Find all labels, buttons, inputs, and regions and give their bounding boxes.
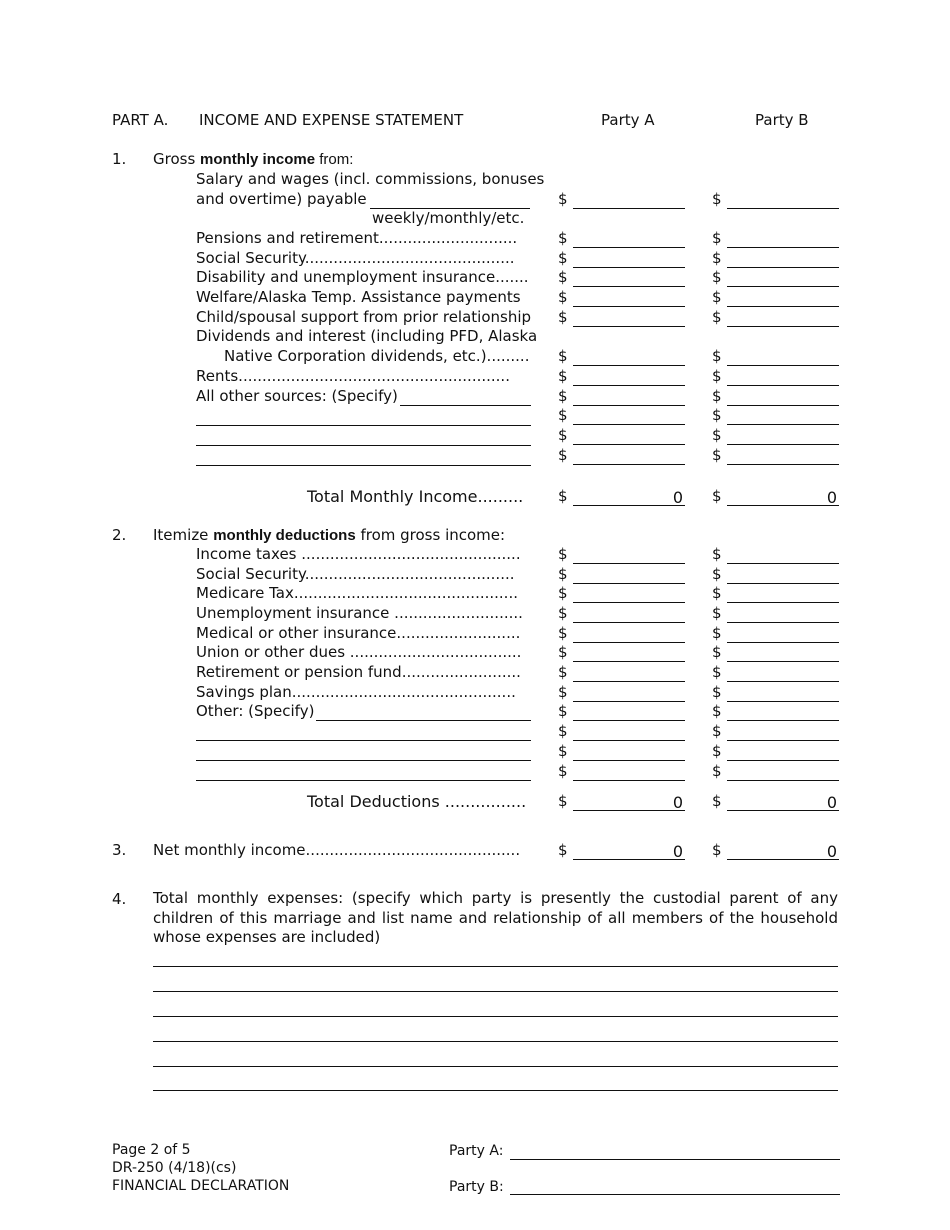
amount-field-party-b[interactable] xyxy=(727,267,839,268)
dollar-sign: $ xyxy=(558,387,568,405)
dollar-sign: $ xyxy=(558,426,568,444)
amount-field-party-b[interactable] xyxy=(727,385,839,386)
dollar-sign: $ xyxy=(558,643,568,661)
dollar-sign: $ xyxy=(712,268,722,286)
section-heading: Gross monthly income from: xyxy=(153,150,354,168)
dollar-sign: $ xyxy=(712,249,722,267)
amount-field-party-a[interactable] xyxy=(573,326,685,327)
amount-field-party-b[interactable] xyxy=(727,464,839,465)
expenses-field[interactable] xyxy=(153,1016,838,1017)
dollar-sign: $ xyxy=(558,762,568,780)
column-header-party-b: Party B xyxy=(755,111,809,129)
amount-field-party-b[interactable] xyxy=(727,365,839,366)
income-item-label: Child/spousal support from prior relationship xyxy=(196,308,532,326)
party-a-initials-label: Party A: xyxy=(449,1143,504,1159)
dollar-sign: $ xyxy=(558,722,568,740)
total-deductions-label: Total Deductions ................ xyxy=(307,792,527,811)
total-value-party-b: 0 xyxy=(826,842,837,861)
dollar-sign: $ xyxy=(558,584,568,602)
dollar-sign: $ xyxy=(712,792,722,810)
dollar-sign: $ xyxy=(712,308,722,326)
deduction-item-label: Other: (Specify) xyxy=(196,702,315,720)
dollar-sign: $ xyxy=(712,683,722,701)
dollar-sign: $ xyxy=(712,387,722,405)
total-value-party-a: 0 xyxy=(672,842,683,861)
amount-field-party-a[interactable] xyxy=(573,740,685,741)
dollar-sign: $ xyxy=(558,406,568,424)
total-value-party-a: 0 xyxy=(672,488,683,507)
other-deduction-field[interactable] xyxy=(196,740,531,741)
amount-field-party-b[interactable] xyxy=(727,208,839,209)
amount-field-party-b[interactable] xyxy=(727,583,839,584)
expenses-field[interactable] xyxy=(153,1090,838,1091)
deduction-item-label: Unemployment insurance ........................... xyxy=(196,604,523,622)
amount-field-party-b[interactable] xyxy=(727,424,839,425)
amount-field-party-b[interactable] xyxy=(727,740,839,741)
amount-field-party-b[interactable] xyxy=(727,326,839,327)
section-number: 4. xyxy=(112,890,127,908)
income-item-label: All other sources: (Specify) xyxy=(196,387,398,405)
expenses-field[interactable] xyxy=(153,966,838,967)
amount-field-party-a[interactable] xyxy=(573,208,685,209)
dollar-sign: $ xyxy=(712,643,722,661)
amount-field-party-b[interactable] xyxy=(727,286,839,287)
party-a-initials-field[interactable] xyxy=(510,1159,840,1160)
amount-field-party-b[interactable] xyxy=(727,306,839,307)
dollar-sign: $ xyxy=(712,545,722,563)
other-deduction-field[interactable] xyxy=(196,780,531,781)
amount-field-party-a[interactable] xyxy=(573,306,685,307)
amount-field-party-a[interactable] xyxy=(573,760,685,761)
dollar-sign: $ xyxy=(558,604,568,622)
section-number: 1. xyxy=(112,150,127,168)
amount-field-party-a[interactable] xyxy=(573,583,685,584)
amount-field-party-a[interactable] xyxy=(573,681,685,682)
deduction-item-label: Income taxes .............................................. xyxy=(196,545,521,563)
income-item-label: Native Corporation dividends, etc.)......... xyxy=(224,347,530,365)
dollar-sign: $ xyxy=(558,841,568,859)
amount-field-party-a[interactable] xyxy=(573,464,685,465)
income-item-label: Salary and wages (incl. commissions, bonuses xyxy=(196,170,545,188)
amount-field-party-a[interactable] xyxy=(573,247,685,248)
dollar-sign: $ xyxy=(712,487,722,505)
dollar-sign: $ xyxy=(712,702,722,720)
income-item-label: Disability and unemployment insurance....... xyxy=(196,268,529,286)
dollar-sign: $ xyxy=(558,229,568,247)
amount-field-party-b[interactable] xyxy=(727,780,839,781)
income-item-label: Pensions and retirement............................. xyxy=(196,229,518,247)
total-monthly-income-label: Total Monthly Income......... xyxy=(307,487,524,506)
party-b-initials-label: Party B: xyxy=(449,1179,504,1195)
dollar-sign: $ xyxy=(712,288,722,306)
dollar-sign: $ xyxy=(712,762,722,780)
other-source-field[interactable] xyxy=(196,445,531,446)
dollar-sign: $ xyxy=(558,268,568,286)
deduction-item-label: Medical or other insurance.......................... xyxy=(196,624,521,642)
dollar-sign: $ xyxy=(558,347,568,365)
expenses-field[interactable] xyxy=(153,991,838,992)
dollar-sign: $ xyxy=(712,584,722,602)
amount-field-party-b[interactable] xyxy=(727,405,839,406)
expenses-instructions: Total monthly expenses: (specify which party is presently the custodial parent of any children of this marriage and list name and relationship of all members of the household whose expenses are included) xyxy=(153,889,838,946)
form-name: FINANCIAL DECLARATION xyxy=(112,1178,290,1194)
amount-field-party-b[interactable] xyxy=(727,661,839,662)
dollar-sign: $ xyxy=(712,347,722,365)
total-value-party-b: 0 xyxy=(826,488,837,507)
column-header-party-a: Party A xyxy=(601,111,655,129)
dollar-sign: $ xyxy=(558,663,568,681)
page-title: INCOME AND EXPENSE STATEMENT xyxy=(199,111,464,129)
dollar-sign: $ xyxy=(558,288,568,306)
dollar-sign: $ xyxy=(712,663,722,681)
deduction-item-label: Savings plan............................................... xyxy=(196,683,516,701)
dollar-sign: $ xyxy=(558,545,568,563)
deduction-item-label: Union or other dues .................................... xyxy=(196,643,522,661)
dollar-sign: $ xyxy=(558,792,568,810)
amount-field-party-b[interactable] xyxy=(727,681,839,682)
amount-field-party-a[interactable] xyxy=(573,405,685,406)
amount-field-party-a[interactable] xyxy=(573,602,685,603)
dollar-sign: $ xyxy=(712,742,722,760)
income-item-label: and overtime) payable xyxy=(196,190,367,208)
dollar-sign: $ xyxy=(712,426,722,444)
dollar-sign: $ xyxy=(712,406,722,424)
income-item-label: Rents......................................................... xyxy=(196,367,510,385)
income-item-label: Dividends and interest (including PFD, Alaska xyxy=(196,327,538,345)
other-source-field[interactable] xyxy=(400,405,531,406)
page-number: Page 2 of 5 xyxy=(112,1142,191,1158)
dollar-sign: $ xyxy=(558,446,568,464)
dollar-sign: $ xyxy=(558,565,568,583)
amount-field-party-a[interactable] xyxy=(573,444,685,445)
dollar-sign: $ xyxy=(712,446,722,464)
other-deduction-field[interactable] xyxy=(196,760,531,761)
dollar-sign: $ xyxy=(558,742,568,760)
amount-field-party-b[interactable] xyxy=(727,701,839,702)
dollar-sign: $ xyxy=(712,722,722,740)
part-label: PART A. xyxy=(112,111,169,129)
deduction-item-label: Retirement or pension fund......................... xyxy=(196,663,521,681)
expenses-field[interactable] xyxy=(153,1066,838,1067)
section-number: 3. xyxy=(112,841,127,859)
other-deduction-field[interactable] xyxy=(316,720,531,721)
amount-field-party-a[interactable] xyxy=(573,563,685,564)
expenses-field[interactable] xyxy=(153,1041,838,1042)
amount-field-party-b[interactable] xyxy=(727,563,839,564)
net-monthly-income-label: Net monthly income............................................. xyxy=(153,841,521,859)
dollar-sign: $ xyxy=(558,308,568,326)
amount-field-party-b[interactable] xyxy=(727,602,839,603)
amount-field-party-a[interactable] xyxy=(573,622,685,623)
amount-field-party-a[interactable] xyxy=(573,267,685,268)
dollar-sign: $ xyxy=(712,367,722,385)
amount-field-party-b[interactable] xyxy=(727,720,839,721)
amount-field-party-a[interactable] xyxy=(573,720,685,721)
dollar-sign: $ xyxy=(558,249,568,267)
amount-field-party-a[interactable] xyxy=(573,701,685,702)
total-value-party-b: 0 xyxy=(826,793,837,812)
dollar-sign: $ xyxy=(558,702,568,720)
amount-field-party-b[interactable] xyxy=(727,444,839,445)
dollar-sign: $ xyxy=(712,190,722,208)
amount-field-party-a[interactable] xyxy=(573,385,685,386)
dollar-sign: $ xyxy=(712,624,722,642)
dollar-sign: $ xyxy=(712,841,722,859)
amount-field-party-b[interactable] xyxy=(727,247,839,248)
section-number: 2. xyxy=(112,526,127,544)
dollar-sign: $ xyxy=(712,604,722,622)
amount-field-party-b[interactable] xyxy=(727,622,839,623)
amount-field-party-a[interactable] xyxy=(573,424,685,425)
amount-field-party-a[interactable] xyxy=(573,365,685,366)
dollar-sign: $ xyxy=(712,229,722,247)
deduction-item-label: Social Security............................................ xyxy=(196,565,515,583)
amount-field-party-a[interactable] xyxy=(573,661,685,662)
dollar-sign: $ xyxy=(558,683,568,701)
income-item-label: Welfare/Alaska Temp. Assistance payments xyxy=(196,288,521,306)
party-b-initials-field[interactable] xyxy=(510,1194,840,1195)
dollar-sign: $ xyxy=(558,487,568,505)
amount-field-party-b[interactable] xyxy=(727,760,839,761)
income-item-label: Social Security............................................ xyxy=(196,249,515,267)
total-value-party-a: 0 xyxy=(672,793,683,812)
pay-period-caption: weekly/monthly/etc. xyxy=(372,209,525,227)
dollar-sign: $ xyxy=(712,565,722,583)
other-source-field[interactable] xyxy=(196,425,531,426)
other-source-field[interactable] xyxy=(196,465,531,466)
amount-field-party-a[interactable] xyxy=(573,642,685,643)
dollar-sign: $ xyxy=(558,367,568,385)
amount-field-party-b[interactable] xyxy=(727,642,839,643)
section-heading: Itemize monthly deductions from gross income: xyxy=(153,526,506,544)
amount-field-party-a[interactable] xyxy=(573,780,685,781)
dollar-sign: $ xyxy=(558,624,568,642)
form-id: DR-250 (4/18)(cs) xyxy=(112,1160,237,1176)
dollar-sign: $ xyxy=(558,190,568,208)
amount-field-party-a[interactable] xyxy=(573,286,685,287)
deduction-item-label: Medicare Tax............................................... xyxy=(196,584,518,602)
